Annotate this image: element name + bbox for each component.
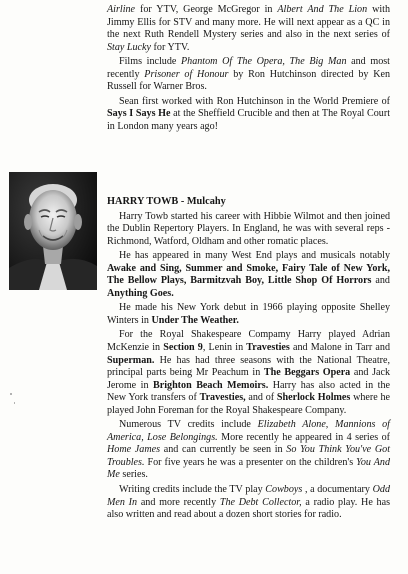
bold-title: Superman. bbox=[107, 354, 155, 366]
text-run: More recently he appeared in 4 series of bbox=[217, 431, 391, 443]
text-run: He made his New York debut in 1966 playing opposite Shelley Winters in bbox=[107, 302, 390, 326]
bold-title: Travesties bbox=[246, 342, 290, 354]
text-run: , a documentary bbox=[302, 484, 373, 496]
bold-title: Travesties, bbox=[199, 392, 246, 404]
text-run: For the Royal Shakespeare Compamy Harry played Adrian McKenzie in bbox=[107, 329, 390, 354]
text-run: and bbox=[371, 275, 390, 287]
text-run: and more recently bbox=[137, 496, 220, 508]
new-york-debut-paragraph bbox=[107, 302, 390, 327]
text-run: He has appeared in many West End plays and musicals notably bbox=[119, 250, 390, 262]
text-run: for YTV, George McGregor in bbox=[135, 4, 278, 15]
text-run: series. bbox=[119, 469, 148, 481]
text-run: Numerous TV credits include bbox=[119, 419, 258, 431]
text-run: with Jimmy Ellis for STV and many more. He will next appear as a QC in the next Ruth Rendell Mystery series and also in the next series of bbox=[107, 4, 391, 41]
text-run: by Ron Hutchinson directed by Ken Russell for Warner Bros. bbox=[107, 68, 391, 93]
italic-title: Prisoner of Honour bbox=[144, 68, 229, 80]
italic-title: Stay Lucky bbox=[107, 41, 152, 53]
tv-credits-paragraph bbox=[107, 4, 390, 54]
early-career-paragraph bbox=[107, 211, 390, 249]
text-run: , Lenin in bbox=[202, 342, 247, 354]
text-run: Sean first worked with Ron Hutchinson in the World Premiere of bbox=[119, 95, 390, 107]
rsc-paragraph bbox=[107, 329, 390, 417]
italic-title: Airline bbox=[107, 4, 136, 15]
text-run: Writing credits include the TV play bbox=[119, 484, 266, 496]
bold-title: Brighton Beach Memoirs. bbox=[153, 379, 269, 391]
text-run: at the Sheffield Crucible and then at The Royal Court in London many years ago! bbox=[107, 108, 390, 132]
west-end-paragraph bbox=[107, 250, 390, 300]
text-run: where he played John Foreman for the Royal Shakespeare Company. bbox=[107, 392, 391, 416]
text-run: and Malone in Tarr and bbox=[289, 342, 390, 354]
text-run: and most recently bbox=[107, 56, 390, 80]
text-run: and can currently be seen in bbox=[160, 444, 287, 456]
bold-title: The Beggars Opera bbox=[263, 367, 351, 379]
bold-title: Sherlock Holmes bbox=[276, 392, 351, 404]
text-run: and of bbox=[245, 392, 277, 404]
previous-bio-continuation bbox=[107, 4, 390, 135]
tv-credits-paragraph bbox=[107, 419, 390, 482]
italic-title: Cowboys bbox=[265, 484, 303, 496]
hutchinson-paragraph bbox=[107, 96, 390, 134]
text-run: For five years he was a presenter on the children's bbox=[144, 456, 357, 468]
bold-title: Under The Weather. bbox=[151, 314, 239, 326]
harry-towb-photo bbox=[9, 172, 97, 290]
text-run: Harry Towb started his career with Hibbie Wilmot and then joined the Dublin Repertory Players. In England, he was with several reps - Richmond, Watford, Oldham and other romatic places. bbox=[107, 210, 390, 247]
harry-towb-bio bbox=[107, 196, 390, 524]
text-run: He has had three seasons with the National Theatre, principal parts being Mr Peachum in bbox=[107, 354, 390, 379]
bold-title: Section 9 bbox=[163, 342, 203, 354]
bold-title: Anything Goes. bbox=[107, 287, 174, 299]
text-run: a radio play. He has also written and read about a dozen short stories for radio. bbox=[107, 496, 390, 521]
italic-title: The Debt Collector, bbox=[219, 496, 302, 508]
scan-speck bbox=[10, 393, 12, 395]
text-run: Harry has also acted in the New York transfers of bbox=[107, 379, 390, 404]
italic-title: Elizabeth Alone, Mannions of America, Lose Belongings. bbox=[107, 419, 390, 443]
bold-title: Awake and Sing, Summer and Smoke, Fairy Tale of New York, The Bellow Plays, Barmitzvah Boy, Little Shop Of Horrors bbox=[107, 262, 390, 287]
bold-title: Says I Says He bbox=[107, 108, 171, 120]
italic-title: Phantom Of The Opera, The Big Man bbox=[181, 56, 347, 68]
italic-title: Albert And The Lion bbox=[277, 4, 368, 15]
italic-title: Odd Men In bbox=[107, 484, 390, 508]
scan-speck bbox=[14, 402, 15, 404]
italic-title: You And Me bbox=[107, 456, 390, 481]
italic-title: Home James bbox=[107, 444, 161, 456]
text-run: for YTV. bbox=[151, 41, 190, 53]
films-paragraph bbox=[107, 56, 390, 94]
writing-credits-paragraph bbox=[107, 484, 390, 522]
bio-heading: HARRY TOWB - Mulcahy bbox=[107, 196, 226, 207]
text-run: and Jack Jerome in bbox=[107, 367, 391, 391]
italic-title: So You Think You've Got Troubles. bbox=[107, 444, 391, 468]
text-run: Films include bbox=[119, 56, 181, 68]
